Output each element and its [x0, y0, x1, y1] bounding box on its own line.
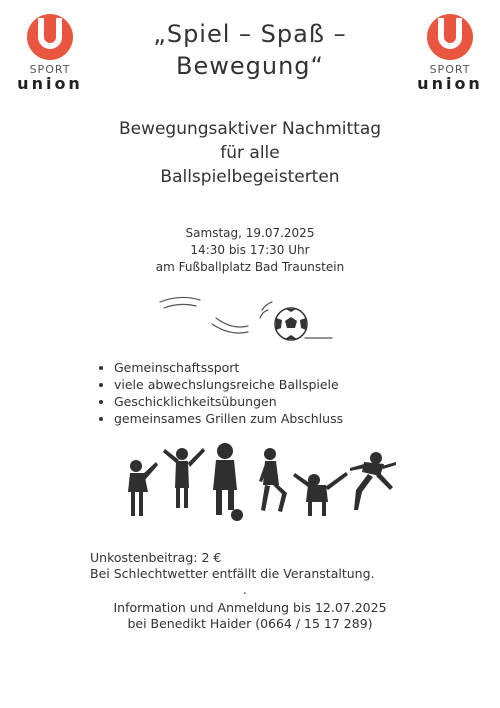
title-line-2: Bewegung“ [176, 52, 324, 80]
registration-contact: bei Benedikt Haider (0664 / 15 17 289) [127, 616, 373, 631]
child-silhouette [128, 460, 158, 516]
child-silhouette [293, 472, 348, 516]
activity-item: • viele abwechslungsreiche Ballspiele [114, 376, 343, 393]
logo-sport-text: SPORT [429, 63, 471, 76]
logo-sport-text: SPORT [29, 63, 71, 76]
event-date: Samstag, 19.07.2025 [185, 226, 315, 240]
logo-union-text: union [17, 74, 83, 93]
activity-item: • gemeinsames Grillen zum Abschluss [114, 410, 343, 427]
children-silhouettes [118, 440, 398, 522]
headline-line-1: Bewegungsaktiver Nachmittag [118, 119, 382, 139]
soccer-ball-icon [275, 308, 307, 340]
soccer-ball-illustration [150, 290, 340, 346]
headline-line-2: für alle [220, 143, 280, 163]
title-line-1: „Spiel – Spaß – [153, 20, 347, 48]
child-silhouette [213, 443, 243, 521]
fee-text: Unkostenbeitrag: 2 € [90, 550, 222, 565]
event-time: 14:30 bis 17:30 Uhr [190, 243, 310, 257]
headline-line-3: Ballspielbegeisterten [160, 167, 340, 187]
logo-union-text: union [417, 74, 483, 93]
activity-item: • Geschicklichkeitsübungen [114, 393, 343, 410]
child-silhouette [350, 452, 396, 510]
separator-dot: . [243, 583, 247, 597]
event-location: am Fußballplatz Bad Traunstein [155, 260, 345, 274]
activities-list [96, 359, 343, 427]
child-silhouette [163, 448, 205, 508]
child-silhouette [259, 448, 287, 512]
weather-notice: Bei Schlechtwetter entfällt die Veranstaltung. [90, 566, 375, 581]
activity-item: • Gemeinschaftssport [114, 359, 343, 376]
registration-deadline: Information und Anmeldung bis 12.07.2025 [113, 600, 387, 615]
